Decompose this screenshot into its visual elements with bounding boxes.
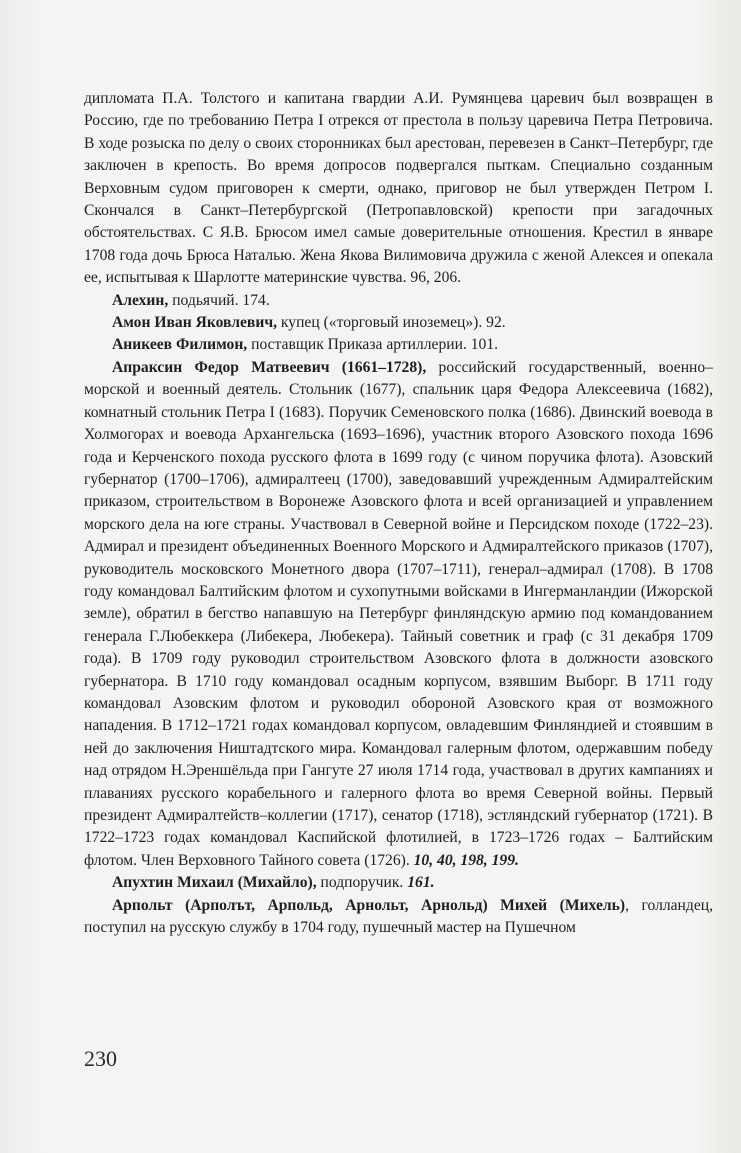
entry-amon [84,312,713,334]
entry-details: подьячий. 174. [168,291,270,309]
page-number: 230 [84,1046,117,1071]
entry-apukhtin [84,872,713,894]
entry-alekhin [84,290,713,312]
entry-details: подпоручик. [316,874,408,892]
text-block [84,88,713,939]
entry-details: дипломата П.А. Толстого и капитана гвардии А.И. Румянцева царевич был возвращен в Россию, где по требованию Петра I отрекся от престола в пользу царевича Петра Петровича. В ходе розыска по делу о своих сторонниках был арестован, перевезен в Санкт–Петербург, где заключен в крепость. Во время допросов подвергался пыткам. Специально созданным Верховным судом приговорен к смерти, однако, приговор не был утвержден Петром I. Скончался в Санкт–Петербургской (Петропавловской) крепости при загадочных обстоятельствах. С Я.В. Брюсом имел самые доверительные отношения. Крестил в январе 1708 года дочь Брюса Наталью. Жена Якова Вилимовича дружила с женой Алексея и опекала ее, испытывая к Шарлотте материнские чувства. 96, 206. [84,90,713,287]
entry-apraksin [84,357,713,872]
entry-name: Апухтин Михаил (Михайло), [112,874,317,892]
entry-details: купец («торговый иноземец»). 92. [277,314,506,332]
entry-name: Аникеев Филимон, [112,336,248,354]
entry-page-refs: 10, 40, 198, 199. [413,851,519,869]
entry-name: Алехин, [112,291,169,309]
entry-arpolt [84,895,713,940]
entry-name: Арпольт (Арполът, Арпольд, Арнольт, Арнольд) Михей (Михель) [112,896,626,914]
entry-details: , голландец, поступил на русскую службу в 1704 году, пушечный мастер на Пушечном [84,896,713,937]
entry-details: российский государственный, военно–морской и военный деятель. Стольник (1677), спальник царя Федора Алексеевича (1682), комнатный стольник Петра I (1683). Поручик Семеновского полка (1686). Двинский воевода в Холмогорах и воевода Архангельска (1693–1696), участник второго Азовского похода 1696 года и Керченского похода русского флота в 1699 году (с чином поручика флота). Азовский губернатор (1700–1706), адмиралтеец (1700), заведовавший учрежденным Адмиралтейским приказом, строительством в Воронеже Азовского флота и всей организацией и управлением морского дела на юге страны. Участвовал в Северной войне и Персидском походе (1722–23). Адмирал и президент объединенных Военного Морского и Адмиралтейского приказов (1707), руководитель московского Монетного двора (1707–1711), генерал–адмирал (1708). В 1708 году командовал Балтийским флотом и сухопутными войсками в Ингерманландии (Ижорской земле), обратил в бегство напавшую на Петербург финляндскую армию под командованием генерала Г.Любеккера (Либекера, Любекера). Тайный советник и граф (с 31 декабря 1709 года). В 1709 году руководил строительством Азовского флота в должности азовского губернатора. В 1710 году командовал осадным корпусом, взявшим Выборг. В 1711 году командовал Азовским флотом и руководил обороной Азовского края от возможного нападения. В 1712–1721 годах командовал корпусом, овладевшим Финляндией и стоявшим в ней до заключения Ништадтского мира. Командовал галерным флотом, одержавшим победу над отрядом Н.Эреншёльда при Гангуте 27 июля 1714 года, участвовал в других кампаниях и плаваниях русского корабельного и галерного флота во время Северной войны. Первый президент Адмиралтейств–коллегии (1717), сенатор (1718), эстляндский губернатор (1721). В 1722–1723 годах командовал Каспийской флотилией, в 1723–1726 годах – Балтийским флотом. Член Верховного Тайного совета (1726). [84,358,713,869]
entry-name: Апраксин Федор Матвеевич (1661–1728), [112,358,427,376]
entry-anikeev [84,334,713,356]
entry-continuation [84,88,713,290]
entry-page-refs: 161. [407,874,435,892]
entry-details: поставщик Приказа артиллерии. 101. [247,336,499,354]
entry-name: Амон Иван Яковлевич, [112,314,278,332]
